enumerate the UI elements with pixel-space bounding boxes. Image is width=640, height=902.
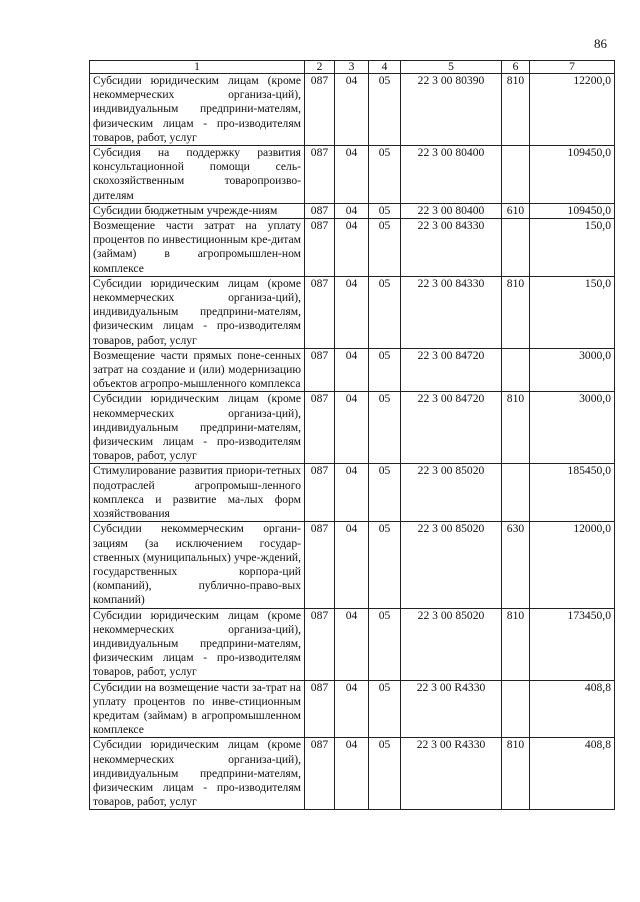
row-section-cell: 04 (335, 738, 369, 810)
row-section-cell: 04 (335, 219, 369, 277)
row-expense-type-cell (502, 348, 530, 392)
table-row (90, 146, 615, 204)
table-row (90, 608, 615, 680)
row-expense-type-cell (502, 219, 530, 277)
row-expense-type-cell: 810 (502, 276, 530, 348)
row-amount-cell: 109450,0 (530, 203, 615, 218)
row-name-cell: Субсидии юридическим лицам (кроме некоммерческих организа-ций), индивидуальным предприни-мателям, физическим лицам - про-изводителям товаров, работ, услуг (90, 74, 305, 146)
row-subsection-cell: 05 (369, 608, 401, 680)
row-subsection-cell: 05 (369, 219, 401, 277)
header-cell-col7: 7 (530, 61, 615, 74)
row-name-cell: Субсидии юридическим лицам (кроме некоммерческих организа-ций), индивидуальным предприни-мателям, физическим лицам - про-изводителям товаров, работ, услуг (90, 392, 305, 464)
table-header-row (90, 61, 615, 74)
row-subsection-cell: 05 (369, 464, 401, 522)
table-row (90, 74, 615, 146)
row-name-cell: Субсидии некоммерческим органи-зациям (за исключением государ-ственных (муниципальных) учре-ждений, государственных корпора-ций (компаний), публично-право-вых компаний) (90, 522, 305, 608)
header-cell-col1: 1 (90, 61, 305, 74)
row-amount-cell: 150,0 (530, 276, 615, 348)
row-expense-type-cell: 810 (502, 392, 530, 464)
row-name-cell: Субсидии юридическим лицам (кроме некоммерческих организа-ций), индивидуальным предприни-мателям, физическим лицам - про-изводителям товаров, работ, услуг (90, 738, 305, 810)
row-name-cell: Субсидии юридическим лицам (кроме некоммерческих организа-ций), индивидуальным предприни-мателям, физическим лицам - про-изводителям товаров, работ, услуг (90, 276, 305, 348)
row-subsection-cell: 05 (369, 348, 401, 392)
row-name-cell: Субсидия на поддержку развития консультационной помощи сель-скохозяйственным товаропроизво-дителям (90, 146, 305, 204)
row-amount-cell: 408,8 (530, 738, 615, 810)
row-subsection-cell: 05 (369, 146, 401, 204)
table-row (90, 219, 615, 277)
row-amount-cell: 173450,0 (530, 608, 615, 680)
row-name-cell: Возмещение части затрат на уплату процентов по инвестиционным кре-дитам (займам) в агропромышлен-ном комплексе (90, 219, 305, 277)
row-target-article-cell: 22 3 00 84720 (401, 348, 502, 392)
table-row (90, 522, 615, 608)
row-amount-cell: 12200,0 (530, 74, 615, 146)
header-cell-col6: 6 (502, 61, 530, 74)
row-admin-code-cell: 087 (305, 203, 335, 218)
page-number: 86 (594, 36, 607, 51)
row-admin-code-cell: 087 (305, 464, 335, 522)
row-target-article-cell: 22 3 00 85020 (401, 464, 502, 522)
row-target-article-cell: 22 3 00 80400 (401, 146, 502, 204)
row-section-cell: 04 (335, 522, 369, 608)
row-name-cell: Субсидии на возмещение части за-трат на уплату процентов по инве-стиционным кредитам (займам) в агропромышленном комплексе (90, 680, 305, 738)
row-expense-type-cell (502, 464, 530, 522)
header-cell-col4: 4 (369, 61, 401, 74)
row-admin-code-cell: 087 (305, 522, 335, 608)
row-expense-type-cell (502, 146, 530, 204)
row-subsection-cell: 05 (369, 276, 401, 348)
row-section-cell: 04 (335, 276, 369, 348)
row-section-cell: 04 (335, 392, 369, 464)
header-cell-col3: 3 (335, 61, 369, 74)
row-admin-code-cell: 087 (305, 738, 335, 810)
row-section-cell: 04 (335, 680, 369, 738)
row-expense-type-cell: 810 (502, 74, 530, 146)
row-subsection-cell: 05 (369, 522, 401, 608)
row-target-article-cell: 22 3 00 84330 (401, 219, 502, 277)
row-name-cell: Стимулирование развития приори-тетных подотраслей агропромыш-ленного комплекса и развитие ма-лых форм хозяйствования (90, 464, 305, 522)
table-row (90, 276, 615, 348)
row-expense-type-cell: 630 (502, 522, 530, 608)
row-name-cell: Субсидии бюджетным учрежде-ниям (90, 203, 305, 218)
row-section-cell: 04 (335, 464, 369, 522)
row-name-cell: Субсидии юридическим лицам (кроме некоммерческих организа-ций), индивидуальным предприни-мателям, физическим лицам - про-изводителям товаров, работ, услуг (90, 608, 305, 680)
row-subsection-cell: 05 (369, 74, 401, 146)
table-row (90, 203, 615, 218)
row-section-cell: 04 (335, 348, 369, 392)
header-cell-col2: 2 (305, 61, 335, 74)
row-expense-type-cell: 610 (502, 203, 530, 218)
row-section-cell: 04 (335, 146, 369, 204)
row-amount-cell: 12000,0 (530, 522, 615, 608)
table-row (90, 738, 615, 810)
row-amount-cell: 3000,0 (530, 348, 615, 392)
row-subsection-cell: 05 (369, 392, 401, 464)
table-row (90, 464, 615, 522)
header-cell-col5: 5 (401, 61, 502, 74)
row-expense-type-cell (502, 680, 530, 738)
row-amount-cell: 150,0 (530, 219, 615, 277)
row-section-cell: 04 (335, 74, 369, 146)
row-admin-code-cell: 087 (305, 608, 335, 680)
row-expense-type-cell: 810 (502, 738, 530, 810)
row-admin-code-cell: 087 (305, 276, 335, 348)
row-admin-code-cell: 087 (305, 348, 335, 392)
row-target-article-cell: 22 3 00 80390 (401, 74, 502, 146)
row-amount-cell: 3000,0 (530, 392, 615, 464)
row-subsection-cell: 05 (369, 738, 401, 810)
row-name-cell: Возмещение части прямых поне-сенных затрат на создание и (или) модернизацию объектов агропро-мышленного комплекса (90, 348, 305, 392)
row-target-article-cell: 22 3 00 85020 (401, 522, 502, 608)
row-target-article-cell: 22 3 00 80400 (401, 203, 502, 218)
row-section-cell: 04 (335, 608, 369, 680)
row-admin-code-cell: 087 (305, 680, 335, 738)
row-admin-code-cell: 087 (305, 74, 335, 146)
row-target-article-cell: 22 3 00 85020 (401, 608, 502, 680)
row-admin-code-cell: 087 (305, 146, 335, 204)
row-subsection-cell: 05 (369, 203, 401, 218)
row-amount-cell: 185450,0 (530, 464, 615, 522)
row-target-article-cell: 22 3 00 84720 (401, 392, 502, 464)
row-amount-cell: 408,8 (530, 680, 615, 738)
row-section-cell: 04 (335, 203, 369, 218)
row-target-article-cell: 22 3 00 R4330 (401, 680, 502, 738)
row-admin-code-cell: 087 (305, 219, 335, 277)
table-row (90, 348, 615, 392)
row-target-article-cell: 22 3 00 84330 (401, 276, 502, 348)
row-subsection-cell: 05 (369, 680, 401, 738)
row-amount-cell: 109450,0 (530, 146, 615, 204)
row-admin-code-cell: 087 (305, 392, 335, 464)
table-row (90, 680, 615, 738)
row-expense-type-cell: 810 (502, 608, 530, 680)
budget-table (89, 60, 615, 810)
table-row (90, 392, 615, 464)
row-target-article-cell: 22 3 00 R4330 (401, 738, 502, 810)
